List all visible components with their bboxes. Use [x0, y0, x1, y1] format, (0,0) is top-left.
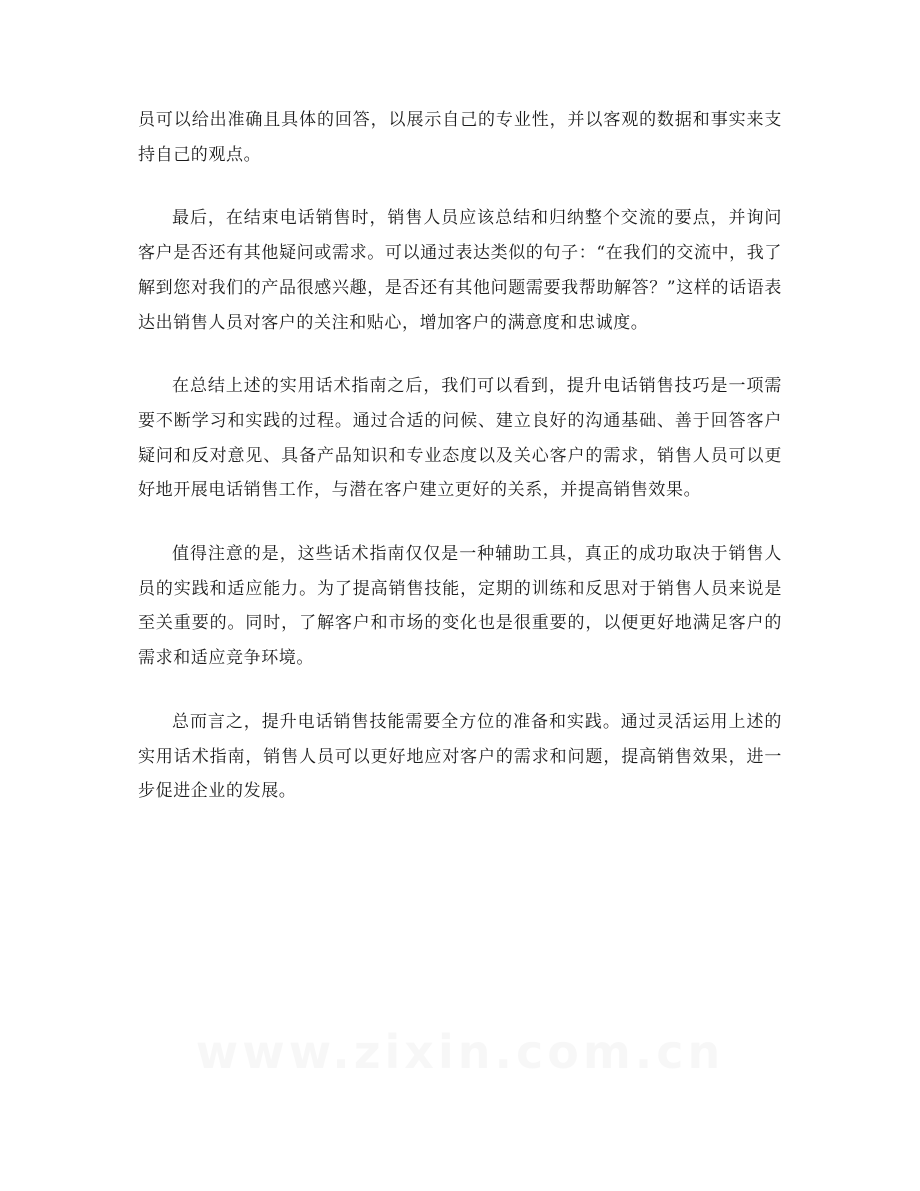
watermark: [0, 1025, 920, 1079]
paragraph-4: 值得注意的是，这些话术指南仅仅是一种辅助工具，真正的成功取决于销售人员的实践和适应能力。为了提高销售技能，定期的训练和反思对于销售人员来说是至关重要的。同时，了解客户和市场的变化也是很重要的，以便更好地满足客户的需求和适应竞争环境。: [138, 544, 782, 669]
paragraph-3: 在总结上述的实用话术指南之后，我们可以看到，提升电话销售技巧是一项需要不断学习和实践的过程。通过合适的问候、建立良好的沟通基础、善于回答客户疑问和反对意见、具备产品知识和专业态度以及关心客户的需求，销售人员可以更好地开展电话销售工作，与潜在客户建立更好的关系，并提高销售效果。: [138, 376, 782, 501]
paragraph-1: 员可以给出准确且具体的回答，以展示自己的专业性，并以客观的数据和事实来支持自己的观点。: [138, 110, 782, 165]
paragraph-5: 总而言之，提升电话销售技能需要全方位的准备和实践。通过灵活运用上述的实用话术指南，销售人员可以更好地应对客户的需求和问题，提高销售效果，进一步促进企业的发展。: [138, 711, 782, 802]
paragraph-2: 最后，在结束电话销售时，销售人员应该总结和归纳整个交流的要点，并询问客户是否还有其他疑问或需求。可以通过表达类似的句子：“在我们的交流中，我了解到您对我们的产品很感兴趣，是否还有其他问题需要我帮助解答？”这样的话语表达出销售人员对客户的关注和贴心，增加客户的满意度和忠诚度。: [138, 208, 782, 333]
document-body: [138, 103, 782, 838]
